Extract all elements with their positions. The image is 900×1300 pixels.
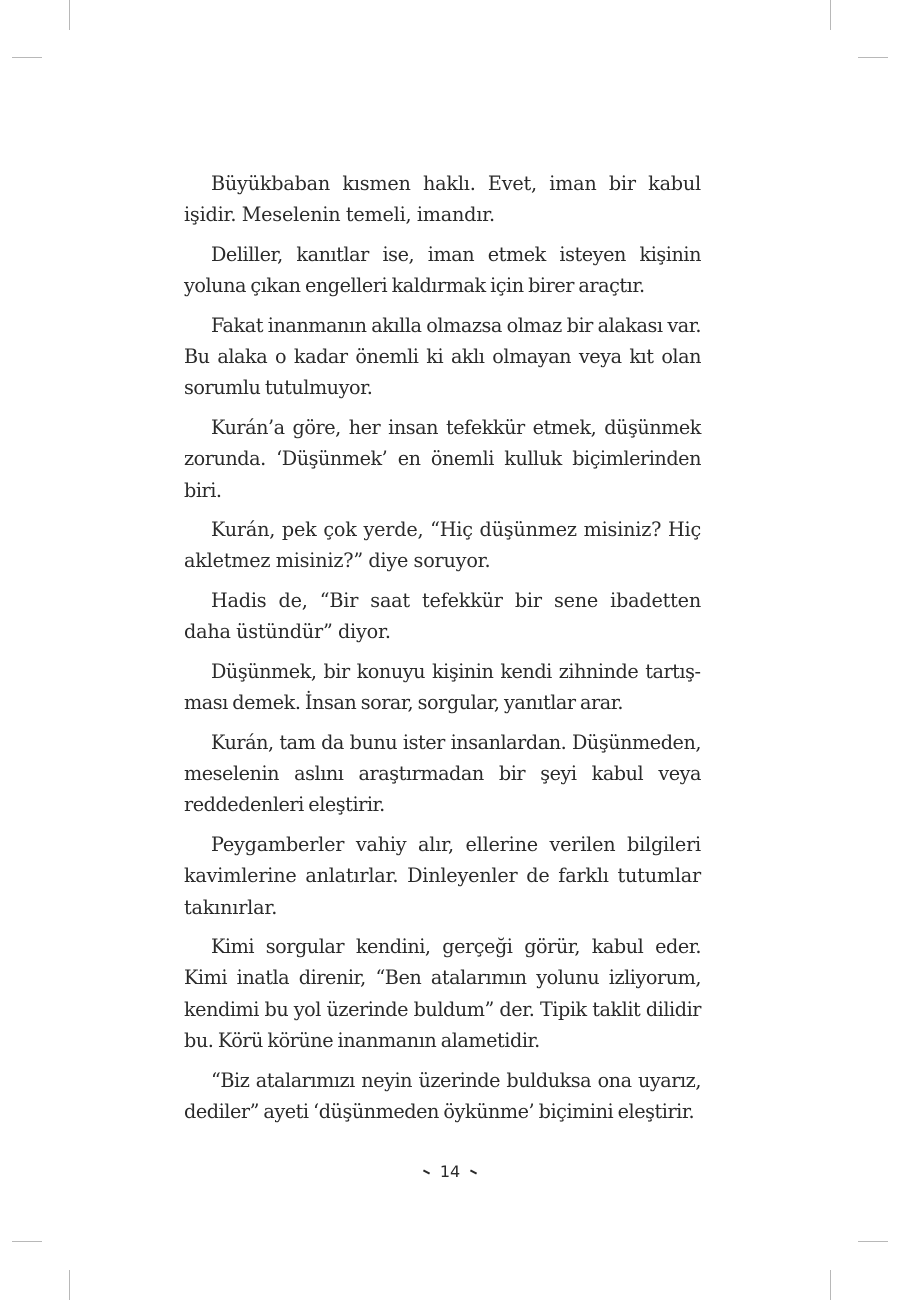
body-text xyxy=(184,168,701,1135)
paragraph-10: Kimi sorgular kendini, gerçeği görür, kabul eder. Kimi inatla direnir, “Ben atalarımın yolunu izliyorum, kendimi bu yol üzerinde buldum” der. Tipik taklit dilidir bu. Körü körüne inanmanın alametidir. xyxy=(184,934,701,1053)
crop-mark-top-right-vertical xyxy=(830,0,831,30)
paragraph-3: Fakat inanmanın akılla olmazsa olmaz bir alakası var. Bu alaka o kadar önemli ki aklı olmayan veya kıt olan sorumlu tutulmuyor. xyxy=(184,313,701,400)
crop-mark-top-right-horizontal xyxy=(858,57,888,58)
paragraph-2: Deliller, kanıtlar ise, iman etmek isteyen kişinin yoluna çıkan engelleri kaldırmak için birer araçtır. xyxy=(184,242,701,298)
paragraph-6: Hadis de, “Bir saat tefekkür bir sene ibadetten daha üstündür” diyor. xyxy=(184,588,701,644)
crop-mark-bottom-right-vertical xyxy=(830,1270,831,1300)
paragraph-4: Kurán’a göre, her insan tefekkür etmek, düşünmek zorunda. ‘Düşünmek’ en önemli kulluk biçimlerinden biri. xyxy=(184,415,701,502)
crop-mark-bottom-left-horizontal xyxy=(12,1241,42,1242)
paragraph-5: Kurán, pek çok yerde, “Hiç düşünmez misiniz? Hiç akletmez misiniz?” diye soruyor. xyxy=(184,518,701,573)
dash-ornament-right-icon xyxy=(470,1169,477,1174)
crop-mark-top-left-horizontal xyxy=(12,57,42,58)
paragraph-8: Kurán, tam da bunu ister insanlardan. Düşünmeden, meselenin aslını araştırmadan bir şeyi kabul veya reddedenleri eleştirir. xyxy=(184,730,701,817)
paragraph-1: Büyükbaban kısmen haklı. Evet, iman bir kabul işidir. Meselenin temeli, imandır. xyxy=(184,172,701,227)
page-number: 14 xyxy=(439,1162,461,1181)
crop-mark-top-left-vertical xyxy=(69,0,70,30)
dash-ornament-left-icon xyxy=(423,1169,430,1174)
page-number-footer xyxy=(0,1160,900,1184)
paragraph-11: “Biz atalarımızı neyin üzerinde bulduksa ona uyarız, dediler” ayeti ‘düşünmeden öykünme’ biçimini eleştirir. xyxy=(184,1068,701,1123)
crop-mark-bottom-left-vertical xyxy=(69,1270,70,1300)
paragraph-7: Düşünmek, bir konuyu kişinin kendi zihninde tartışması demek. İnsan sorar, sorgular, yanıtlar arar. xyxy=(184,659,701,715)
paragraph-9: Peygamberler vahiy alır, ellerine verilen bilgileri kavimlerine anlatırlar. Dinleyenler de farklı tutumlar takınırlar. xyxy=(184,832,701,919)
crop-mark-bottom-right-horizontal xyxy=(858,1241,888,1242)
